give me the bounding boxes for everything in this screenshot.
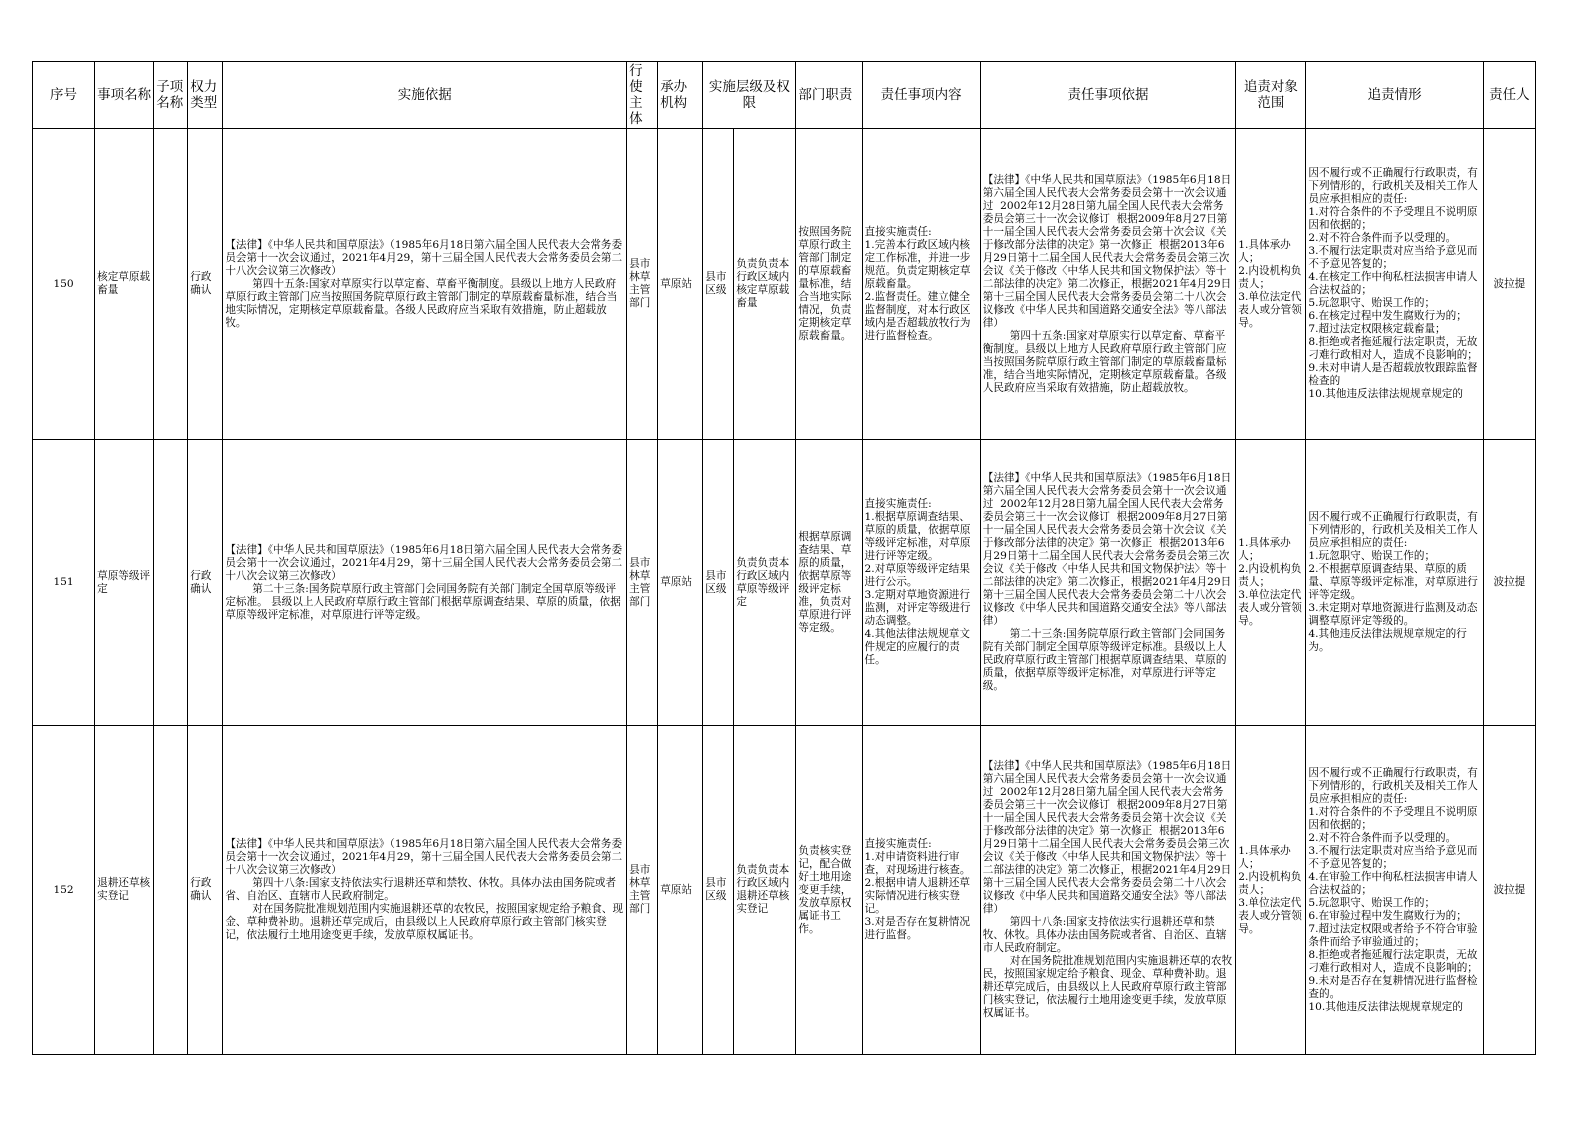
cell-situation: 因不履行或不正确履行行政职责，有下列情形的，行政机关及相关工作人员应承担相应的责任: 1.对符合条件的不予受理且不说明原因和依据的； 2.对不符合条件而予以受理的。 3.不履行法定职责对应当给予意见而不予意见答复的； 4.在审验工作中徇私枉法损害申请人合法权益的； 5.玩忽职守、贻误工作的； 6.在审验过程中发生腐败行为的； 7.超过法定权限或者给予不符合审验条件而给予审验通过的； 8.拒绝或者拖延履行法定职责，无故刁难行政相对人，造成不良影响的； 9.未对是否存在复耕情况进行监督检查的。 10.其他违反法律法规规章规定的 bbox=[1306, 726, 1483, 1055]
cell-resp-basis: 【法律】《中华人民共和国草原法》（1985年6月18日第六届全国人民代表大会常务委员会第十一次会议通过 2002年12月28日第九届全国人民代表大会常务委员会第三十一次会议修订 根据2009年8月27日第十一届全国人民代表大会常务委员会第十次会议《关于修改部分法律的决定》第一次修正 根据2013年6月29日第十二届全国人民代表大会常务委员会第三次会议《关于修改〈中华人民共和国文物保护法〉等十二部法律的决定》第二次修正，根据2021年4月29日第十三届全国人民代表大会常务委员会第二十八次会议修改《中华人民共和国道路交通安全法》等八部法律） 第四十八条:国家支持依法实行退耕还草和禁牧、休牧。具体办法由国务院或者省、自治区、直辖市人民政府制定。 对在国务院批准规划范围内实施退耕还草的农牧民，按照国家规定给予粮食、现金、草种费补助。退耕还草完成后，由县级以上人民政府草原行政主管部门核实登记，依法履行土地用途变更手续，发放草原权属证书。 bbox=[980, 726, 1236, 1055]
header-power-type: 权力类型 bbox=[188, 62, 223, 129]
header-situation: 追责情形 bbox=[1306, 62, 1483, 129]
header-subject: 行使主体 bbox=[627, 62, 658, 129]
cell-seq: 151 bbox=[33, 440, 95, 726]
cell-agency: 草原站 bbox=[658, 129, 703, 440]
table-row bbox=[33, 440, 1536, 726]
cell-item-name: 草原等级评定 bbox=[95, 440, 154, 726]
cell-power-type: 行政确认 bbox=[188, 440, 223, 726]
cell-subject: 县市林草主管部门 bbox=[627, 726, 658, 1055]
cell-basis: 【法律】《中华人民共和国草原法》（1985年6月18日第六届全国人民代表大会常务委员会第十一次会议通过，2021年4月29，第十三届全国人民代表大会常务委员会第二十八次会议第三次修改） 第四十五条:国家对草原实行以草定畜、草畜平衡制度。县级以上地方人民政府草原行政主管部门应当按照国务院草原行政主管部门制定的草原载畜量标准，结合当地实际情况，定期核定草原载畜量。各级人民政府应当采取有效措施，防止超载放牧。 bbox=[223, 129, 627, 440]
table-row bbox=[33, 129, 1536, 440]
header-scope: 追责对象范围 bbox=[1236, 62, 1306, 129]
cell-seq: 152 bbox=[33, 726, 95, 1055]
cell-duty: 按照国务院草原行政主管部门制定的草原载畜量标准，结合当地实际情况，负责定期核定草原载畜量。 bbox=[796, 129, 862, 440]
cell-authority: 负责负责本行政区域内核定草原载畜量 bbox=[734, 129, 796, 440]
cell-authority: 负责负责本行政区域内草原等级评定 bbox=[734, 440, 796, 726]
header-sub-item: 子项名称 bbox=[154, 62, 188, 129]
cell-power-type: 行政确认 bbox=[188, 726, 223, 1055]
cell-sub-item bbox=[154, 726, 188, 1055]
cell-authority: 负责负责本行政区域内退耕还草核实登记 bbox=[734, 726, 796, 1055]
cell-resp-content: 直接实施责任: 1.根据草原调查结果、草原的质量，依据草原等级评定标准，对草原进行评等定级。 2.对草原等级评定结果进行公示。 3.定期对草地资源进行监测，对评定等级进行动态调整。 4.其他法律法规规章文件规定的应履行的责任。 bbox=[862, 440, 980, 726]
power-list-table bbox=[32, 61, 1536, 1055]
cell-scope: 1.具体承办人； 2.内设机构负责人； 3.单位法定代表人或分管领导。 bbox=[1236, 129, 1306, 440]
cell-level: 县市区级 bbox=[703, 440, 734, 726]
cell-person: 波拉提 bbox=[1483, 726, 1535, 1055]
cell-item-name: 退耕还草核实登记 bbox=[95, 726, 154, 1055]
header-agency: 承办机构 bbox=[658, 62, 703, 129]
table-header-row bbox=[33, 62, 1536, 129]
cell-level: 县市区级 bbox=[703, 726, 734, 1055]
header-basis: 实施依据 bbox=[223, 62, 627, 129]
table-row bbox=[33, 726, 1536, 1055]
cell-basis: 【法律】《中华人民共和国草原法》（1985年6月18日第六届全国人民代表大会常务委员会第十一次会议通过，2021年4月29，第十三届全国人民代表大会常务委员会第二十八次会议第三次修改） 第二十三条:国务院草原行政主管部门会同国务院有关部门制定全国草原等级评定标准。 县级以上人民政府草原行政主管部门根据草原调查结果、草原的质量，依据草原等级评定标准，对草原进行评等定级。 bbox=[223, 440, 627, 726]
cell-sub-item bbox=[154, 440, 188, 726]
cell-agency: 草原站 bbox=[658, 440, 703, 726]
header-level: 实施层级及权限 bbox=[703, 62, 796, 129]
cell-duty: 负责核实登记，配合做好土地用途变更手续，发放草原权属证书工作。 bbox=[796, 726, 862, 1055]
header-resp-basis: 责任事项依据 bbox=[980, 62, 1236, 129]
cell-subject: 县市林草主管部门 bbox=[627, 440, 658, 726]
cell-level: 县市区级 bbox=[703, 129, 734, 440]
cell-item-name: 核定草原载畜量 bbox=[95, 129, 154, 440]
cell-duty: 根据草原调查结果、草原的质量，依据草原等级评定标准，负责对草原进行评等定级。 bbox=[796, 440, 862, 726]
header-seq: 序号 bbox=[33, 62, 95, 129]
cell-resp-content: 直接实施责任: 1.对申请资料进行审查，对现场进行核查。 2.根据申请人退耕还草实际情况进行核实登记。 3.对是否存在复耕情况进行监督。 bbox=[862, 726, 980, 1055]
cell-resp-basis: 【法律】《中华人民共和国草原法》（1985年6月18日第六届全国人民代表大会常务委员会第十一次会议通过 2002年12月28日第九届全国人民代表大会常务委员会第三十一次会议修订 根据2009年8月27日第十一届全国人民代表大会常务委员会第十次会议《关于修改部分法律的决定》第一次修正 根据2013年6月29日第十二届全国人民代表大会常务委员会第三次会议《关于修改〈中华人民共和国文物保护法〉等十二部法律的决定》第二次修正，根据2021年4月29日第十三届全国人民代表大会常务委员会第二十八次会议修改《中华人民共和国道路交通安全法》等八部法律） 第四十五条:国家对草原实行以草定畜、草畜平衡制度。县级以上地方人民政府草原行政主管部门应当按照国务院草原行政主管部门制定的草原载畜量标准，结合当地实际情况，定期核定草原载畜量。各级人民政府应当采取有效措施，防止超载放牧。 bbox=[980, 129, 1236, 440]
cell-agency: 草原站 bbox=[658, 726, 703, 1055]
header-person: 责任人 bbox=[1483, 62, 1535, 129]
cell-scope: 1.具体承办人； 2.内设机构负责人； 3.单位法定代表人或分管领导。 bbox=[1236, 440, 1306, 726]
header-resp-content: 责任事项内容 bbox=[862, 62, 980, 129]
cell-person: 波拉提 bbox=[1483, 440, 1535, 726]
cell-sub-item bbox=[154, 129, 188, 440]
cell-situation: 因不履行或不正确履行行政职责，有下列情形的，行政机关及相关工作人员应承担相应的责任: 1.对符合条件的不予受理且不说明原因和依据的； 2.对不符合条件而予以受理的。 3.不履行法定职责对应当给予意见而不予意见答复的； 4.在核定工作中徇私枉法损害申请人合法权益的； 5.玩忽职守、贻误工作的； 6.在核定过程中发生腐败行为的； 7.超过法定权限核定载畜量； 8.拒绝或者拖延履行法定职责，无故刁难行政相对人，造成不良影响的； 9.未对申请人是否超载放牧跟踪监督检查的 10.其他违反法律法规规章规定的 bbox=[1306, 129, 1483, 440]
cell-subject: 县市林草主管部门 bbox=[627, 129, 658, 440]
cell-seq: 150 bbox=[33, 129, 95, 440]
cell-power-type: 行政确认 bbox=[188, 129, 223, 440]
header-item-name: 事项名称 bbox=[95, 62, 154, 129]
cell-scope: 1.具体承办人； 2.内设机构负责人； 3.单位法定代表人或分管领导。 bbox=[1236, 726, 1306, 1055]
cell-resp-content: 直接实施责任: 1.完善本行政区域内核定工作标准，并进一步规范。负责定期核定草原载畜量。 2.监督责任。建立健全监督制度，对本行政区域内是否超载放牧行为进行监督检查。 bbox=[862, 129, 980, 440]
cell-resp-basis: 【法律】《中华人民共和国草原法》（1985年6月18日第六届全国人民代表大会常务委员会第十一次会议通过 2002年12月28日第九届全国人民代表大会常务委员会第三十一次会议修订 根据2009年8月27日第十一届全国人民代表大会常务委员会第十次会议《关于修改部分法律的决定》第一次修正 根据2013年6月29日第十二届全国人民代表大会常务委员会第三次会议《关于修改〈中华人民共和国文物保护法〉等十二部法律的决定》第二次修正，根据2021年4月29日第十三届全国人民代表大会常务委员会第二十八次会议修改《中华人民共和国道路交通安全法》等八部法律） 第二十三条:国务院草原行政主管部门会同国务院有关部门制定全国草原等级评定标准。县级以上人民政府草原行政主管部门根据草原调查结果、草原的质量，依据草原等级评定标准，对草原进行评等定级。 bbox=[980, 440, 1236, 726]
header-duty: 部门职责 bbox=[796, 62, 862, 129]
cell-person: 波拉提 bbox=[1483, 129, 1535, 440]
cell-basis: 【法律】《中华人民共和国草原法》（1985年6月18日第六届全国人民代表大会常务委员会第十一次会议通过，2021年4月29，第十三届全国人民代表大会常务委员会第二十八次会议第三次修改） 第四十八条:国家支持依法实行退耕还草和禁牧、休牧。具体办法由国务院或者省、自治区、直辖市人民政府制定。 对在国务院批准规划范围内实施退耕还草的农牧民，按照国家规定给予粮食、现金、草种费补助。退耕还草完成后，由县级以上人民政府草原行政主管部门核实登记，依法履行土地用途变更手续，发放草原权属证书。 bbox=[223, 726, 627, 1055]
cell-situation: 因不履行或不正确履行行政职责，有下列情形的，行政机关及相关工作人员应承担相应的责任: 1.玩忽职守、贻误工作的； 2.不根据草原调查结果、草原的质量、草原等级评定标准，对草原进行评等定级。 3.未定期对草地资源进行监测及动态调整草原评定等级的。 4.其他违反法律法规规章规定的行为。 bbox=[1306, 440, 1483, 726]
